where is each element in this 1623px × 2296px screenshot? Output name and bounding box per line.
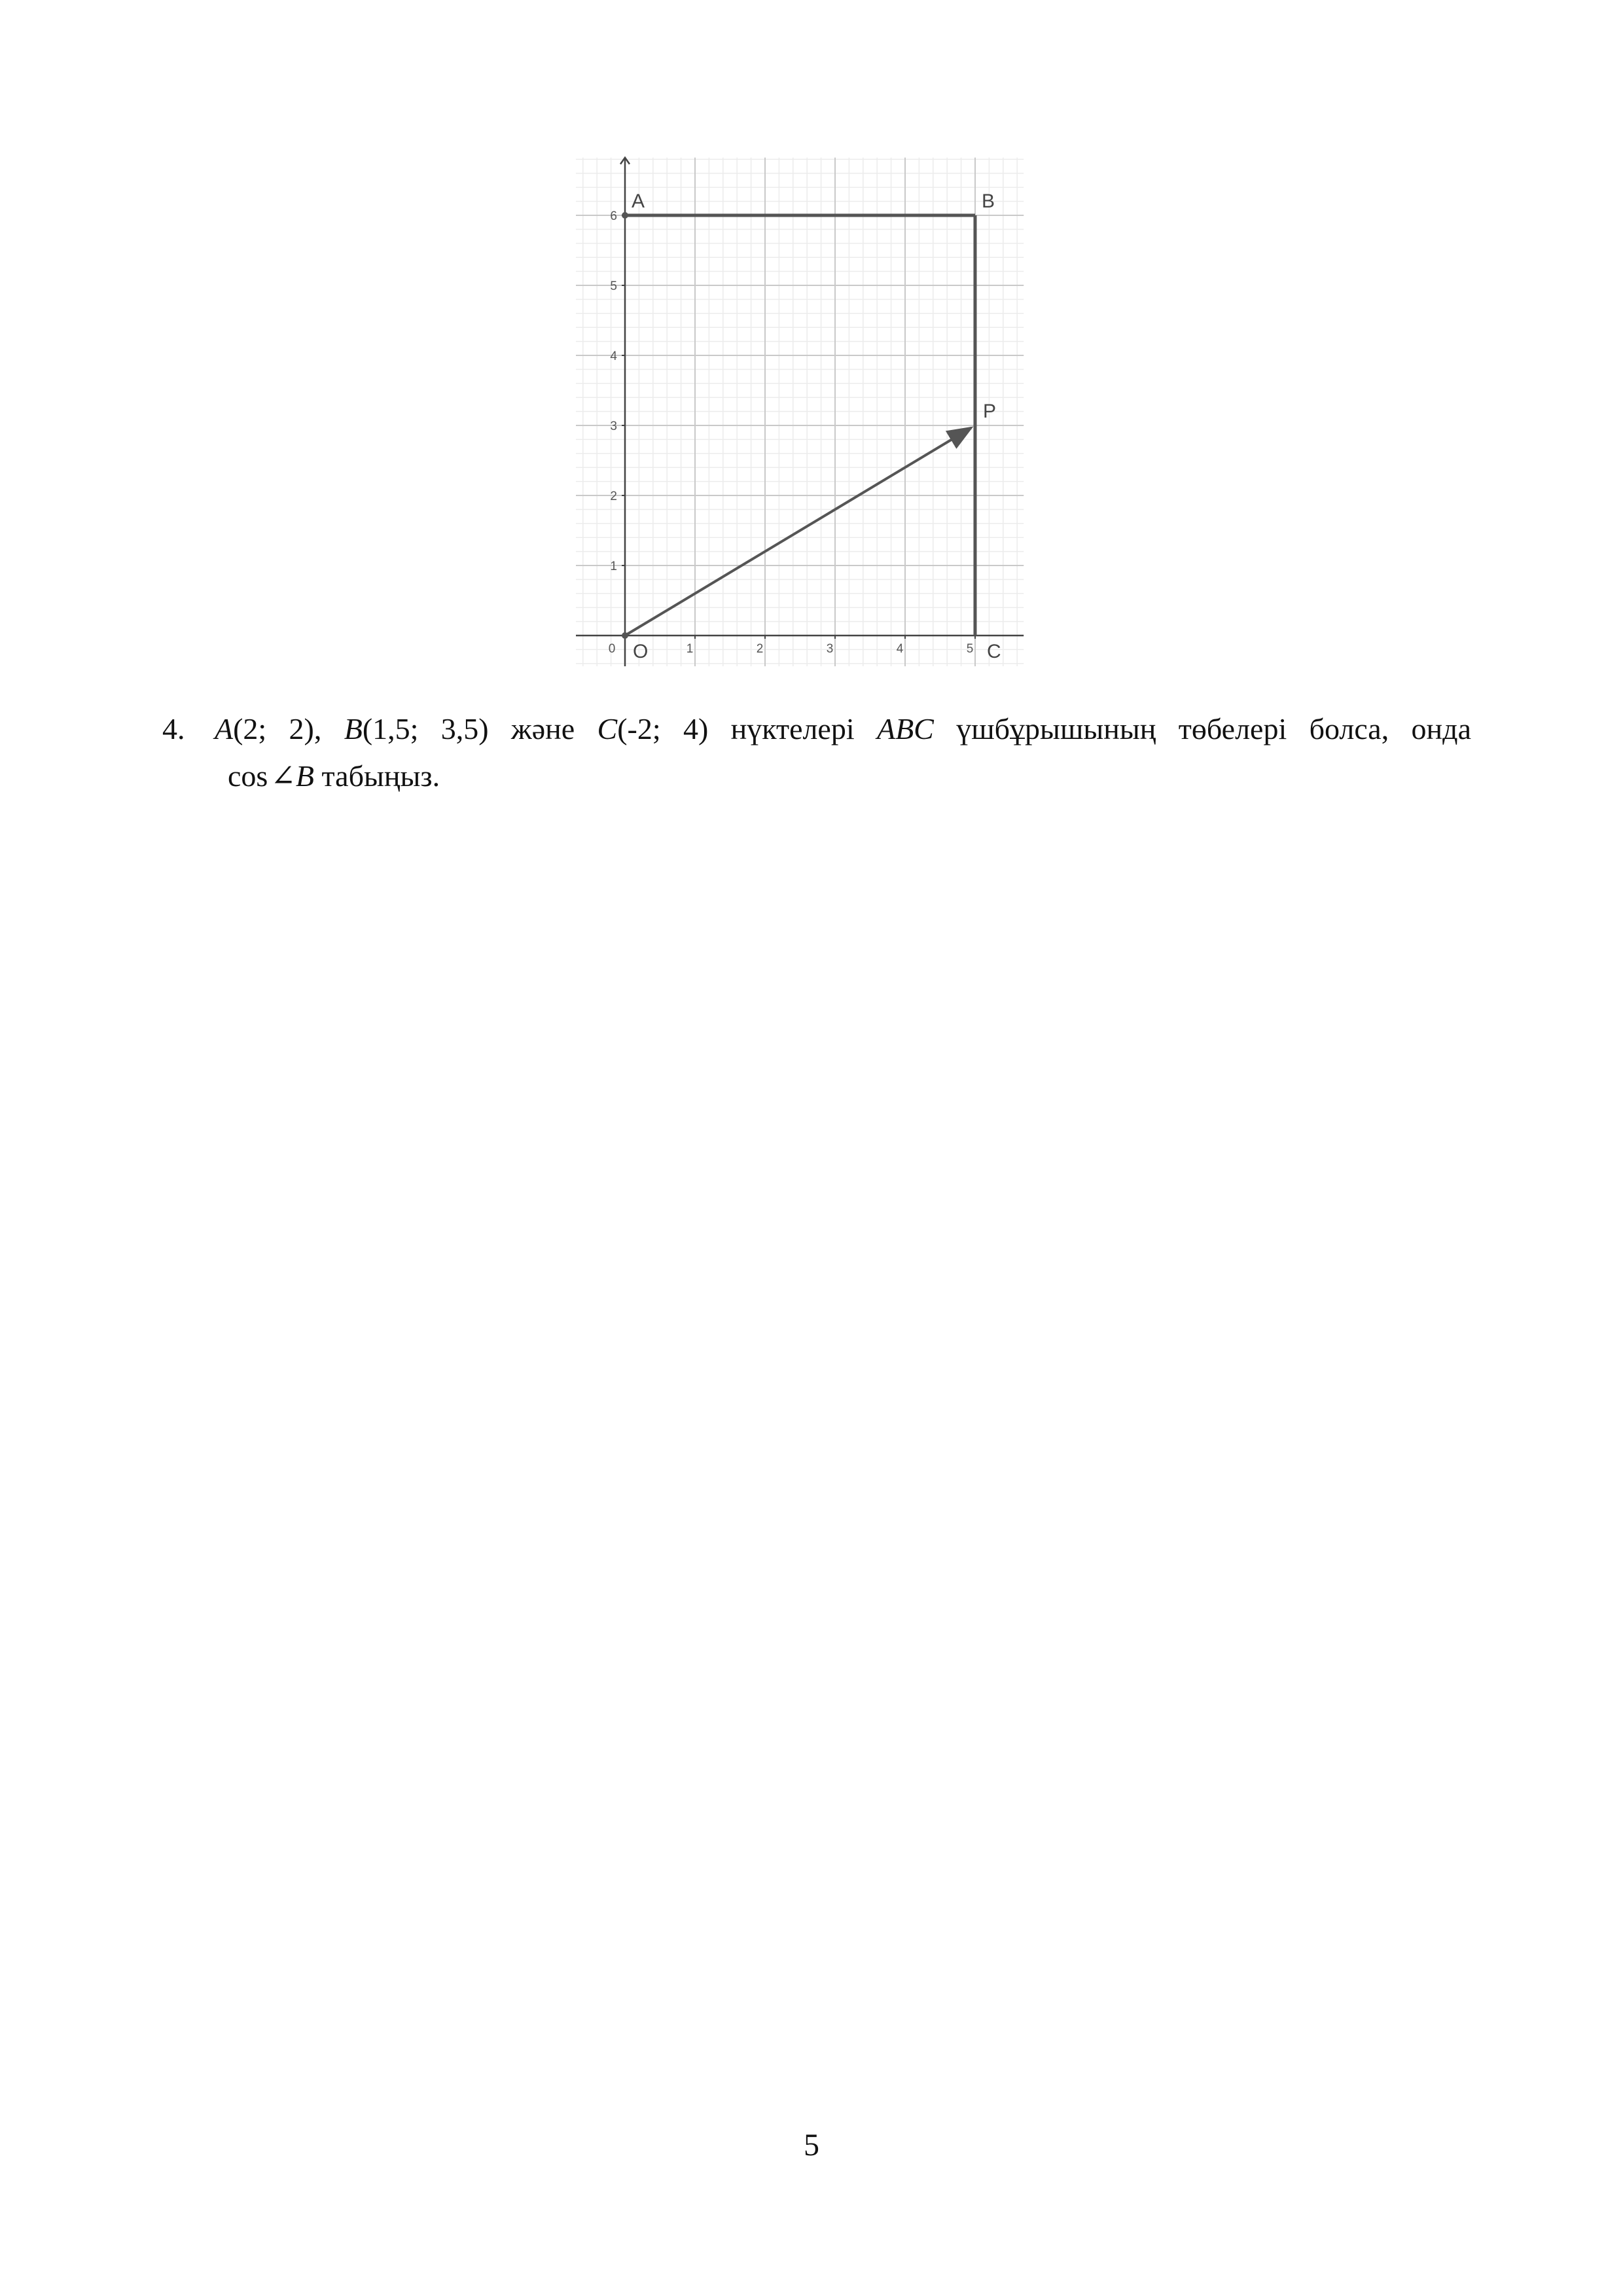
point-label-o: O bbox=[633, 641, 649, 662]
problem-number: 4. bbox=[162, 712, 185, 745]
y-tick-label: 5 bbox=[610, 279, 617, 293]
point-label-a: A bbox=[632, 190, 645, 212]
point-label-p: P bbox=[983, 401, 997, 422]
point-label-b: B bbox=[982, 190, 995, 212]
y-tick-label: 4 bbox=[610, 350, 617, 363]
point-c-name: C bbox=[597, 712, 618, 745]
tick-labels bbox=[609, 209, 975, 656]
minor-grid bbox=[576, 158, 1024, 666]
x-tick-label: 1 bbox=[686, 642, 694, 656]
point-b-name: B bbox=[344, 712, 363, 745]
y-tick-label: 1 bbox=[610, 560, 617, 573]
problem-text-tail: үшбұрышының төбелері болса, онда bbox=[933, 712, 1471, 745]
coordinate-figure bbox=[0, 0, 1623, 720]
point-a-name: A bbox=[215, 712, 234, 745]
point-b-coords: (1,5; 3,5) және bbox=[362, 712, 597, 745]
labeled-points bbox=[622, 190, 1001, 662]
page-number: 5 bbox=[804, 2128, 819, 2162]
angle-symbol: ∠ bbox=[270, 759, 296, 793]
x-tick-label: 2 bbox=[756, 642, 764, 656]
point-o-dot bbox=[622, 632, 628, 639]
angle-vertex: B bbox=[295, 759, 314, 793]
x-tick-label: 4 bbox=[896, 642, 904, 656]
axes bbox=[576, 158, 1024, 666]
point-a-coords: (2; 2), bbox=[233, 712, 344, 745]
point-c-coords: (-2; 4) нүктелері bbox=[617, 712, 877, 745]
problem-text-line-1 bbox=[215, 706, 1471, 753]
x-tick-label: 5 bbox=[966, 642, 974, 656]
y-tick-label: 6 bbox=[610, 209, 617, 223]
cos-function: cos bbox=[228, 759, 268, 793]
triangle-name: ABC bbox=[876, 712, 934, 745]
problem-text-line-2 bbox=[228, 753, 440, 800]
x-tick-label: 3 bbox=[826, 642, 834, 656]
point-label-c: C bbox=[987, 641, 1001, 662]
y-tick-label: 2 bbox=[610, 490, 617, 503]
problem-instruction: табыңыз. bbox=[313, 759, 440, 793]
x-tick-label: 0 bbox=[608, 642, 616, 656]
major-grid bbox=[576, 158, 1024, 666]
point-a-dot bbox=[622, 212, 628, 219]
y-tick-label: 3 bbox=[610, 420, 617, 433]
